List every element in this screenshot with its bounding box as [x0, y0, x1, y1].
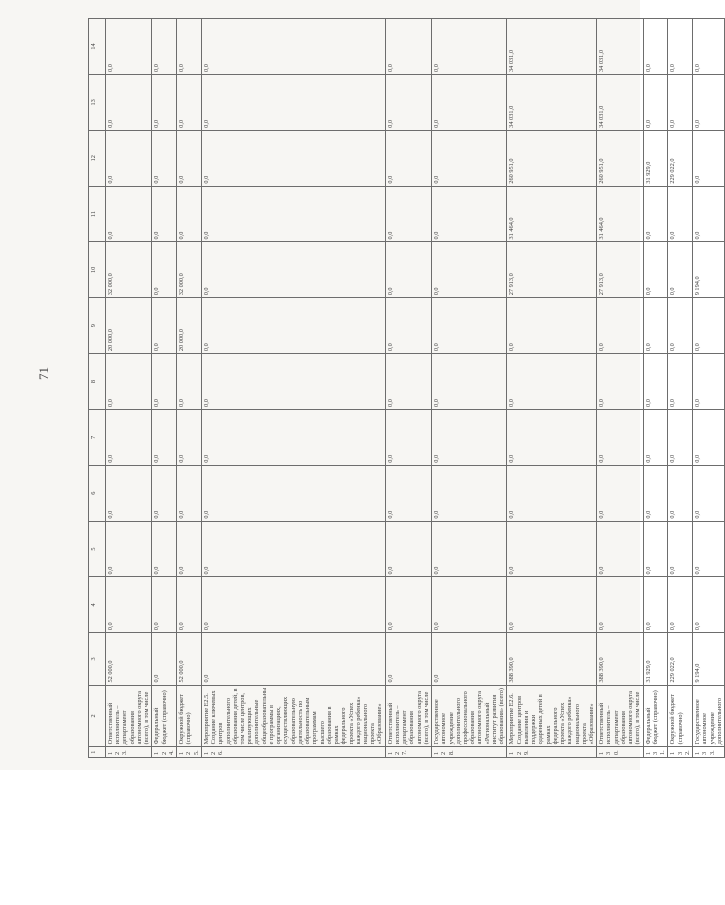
value-cell: 0,0 [201, 186, 385, 242]
value-cell: 0,0 [432, 130, 507, 186]
page-number: 71 [36, 367, 51, 380]
value-cell: 0,0 [385, 186, 431, 242]
value-cell: 0,0 [201, 74, 385, 130]
value-cell: 0,0 [643, 186, 668, 242]
value-cell: 0,0 [643, 409, 668, 465]
value-cell: 0,0 [693, 130, 725, 186]
value-cell: 9 194,0 [693, 242, 725, 298]
value-cell: 0,0 [201, 465, 385, 521]
column-number: 6 [89, 465, 106, 521]
value-cell: 0,0 [693, 19, 725, 75]
row-name: Ответственный исполнитель – департамент образования автономного округа (всего), в том числе [106, 685, 152, 747]
value-cell: 0,0 [385, 74, 431, 130]
column-number: 8 [89, 354, 106, 410]
value-cell: 0,0 [693, 521, 725, 577]
row-number: 133. [693, 747, 725, 758]
row-name: Мероприятие Е2.5. Создание ключевых центров дополнительного образования детей, в том числе центров, реализующих дополнительные общеобразовательные программы в организациях, осуществляющих образовательную деятельность по образовательным программам высшего образования в рамках федерального проекта «Успех каждого ребенка» национального проекта «Образование» [201, 685, 385, 747]
value-cell: 0,0 [106, 577, 152, 633]
column-number: 10 [89, 242, 106, 298]
row-number: 128. [432, 747, 507, 758]
value-cell: 0,0 [106, 409, 152, 465]
value-cell: 34 031,0 [597, 74, 643, 130]
value-cell: 0,0 [668, 186, 693, 242]
value-cell: 0,0 [597, 465, 643, 521]
table-row [507, 19, 597, 758]
column-number: 4 [89, 577, 106, 633]
value-cell: 0,0 [152, 354, 177, 410]
value-cell: 0,0 [106, 19, 152, 75]
value-cell: 0,0 [597, 354, 643, 410]
row-name: Окружной бюджет (справочно) [177, 685, 202, 747]
value-cell: 0,0 [432, 633, 507, 685]
row-name: Ответственный исполнитель – департамент образования автономного округа (всего), в том числе [385, 685, 431, 747]
value-cell: 0,0 [432, 19, 507, 75]
value-cell: 0,0 [201, 577, 385, 633]
value-cell: 0,0 [693, 298, 725, 354]
value-cell: 0,0 [385, 409, 431, 465]
value-cell: 0,0 [385, 577, 431, 633]
row-number: 130. [597, 747, 643, 758]
row-name: Государственное автономное учреждение дополнительного профессионального образования автономного округа «Региональный институт развития образования» (всего) [432, 685, 507, 747]
value-cell: 0,0 [693, 577, 725, 633]
column-number: 2 [89, 685, 106, 747]
value-cell: 52 000,0 [106, 633, 152, 685]
value-cell: 0,0 [668, 242, 693, 298]
column-number: 3 [89, 633, 106, 685]
value-cell: 0,0 [693, 186, 725, 242]
value-cell: 0,0 [152, 74, 177, 130]
value-cell: 20 000,0 [177, 298, 202, 354]
value-cell: 32 000,0 [106, 242, 152, 298]
column-number: 5 [89, 521, 106, 577]
value-cell: 0,0 [385, 298, 431, 354]
table-row [668, 19, 693, 758]
value-cell: 0,0 [177, 74, 202, 130]
value-cell: 0,0 [177, 577, 202, 633]
value-cell: 31 464,0 [507, 186, 597, 242]
row-number: 124. [152, 747, 177, 758]
value-cell: 0,0 [385, 19, 431, 75]
value-cell: 0,0 [643, 354, 668, 410]
table-row [152, 19, 177, 758]
value-cell: 0,0 [106, 465, 152, 521]
value-cell: 388 390,0 [597, 633, 643, 685]
table-row [177, 19, 202, 758]
column-number-row [89, 19, 106, 758]
value-cell: 20 000,0 [106, 298, 152, 354]
value-cell: 0,0 [507, 298, 597, 354]
value-cell: 0,0 [643, 19, 668, 75]
value-cell: 0,0 [643, 577, 668, 633]
value-cell: 0,0 [152, 19, 177, 75]
value-cell: 0,0 [432, 521, 507, 577]
value-cell: 0,0 [106, 186, 152, 242]
table-row [385, 19, 431, 758]
value-cell: 0,0 [668, 521, 693, 577]
value-cell: 0,0 [668, 354, 693, 410]
value-cell: 0,0 [385, 130, 431, 186]
value-cell: 0,0 [152, 465, 177, 521]
value-cell: 0,0 [152, 242, 177, 298]
value-cell: 0,0 [507, 354, 597, 410]
value-cell: 0,0 [507, 577, 597, 633]
value-cell: 0,0 [693, 409, 725, 465]
column-number: 1 [89, 747, 106, 758]
value-cell: 0,0 [385, 354, 431, 410]
value-cell: 0,0 [693, 74, 725, 130]
value-cell: 0,0 [693, 465, 725, 521]
row-number: 131. [643, 747, 668, 758]
rotated-table-wrapper [88, 18, 723, 758]
value-cell: 0,0 [177, 354, 202, 410]
value-cell: 0,0 [177, 465, 202, 521]
value-cell: 31 929,0 [643, 633, 668, 685]
value-cell: 0,0 [643, 242, 668, 298]
row-number: 125. [177, 747, 202, 758]
value-cell: 0,0 [106, 354, 152, 410]
value-cell: 0,0 [106, 130, 152, 186]
value-cell: 0,0 [668, 298, 693, 354]
value-cell: 0,0 [597, 409, 643, 465]
row-name: Окружной бюджет (справочно) [668, 685, 693, 747]
value-cell: 0,0 [668, 74, 693, 130]
value-cell: 0,0 [201, 633, 385, 685]
value-cell: 0,0 [201, 19, 385, 75]
table-row [432, 19, 507, 758]
value-cell: 0,0 [106, 74, 152, 130]
value-cell: 0,0 [152, 298, 177, 354]
value-cell: 229 022,0 [668, 130, 693, 186]
value-cell: 229 022,0 [668, 633, 693, 685]
table-body [89, 19, 725, 758]
row-number: 126. [201, 747, 385, 758]
value-cell: 0,0 [177, 130, 202, 186]
value-cell: 0,0 [201, 298, 385, 354]
value-cell: 0,0 [643, 465, 668, 521]
value-cell: 0,0 [432, 74, 507, 130]
value-cell: 0,0 [152, 186, 177, 242]
value-cell: 0,0 [668, 409, 693, 465]
value-cell: 0,0 [385, 633, 431, 685]
value-cell: 0,0 [597, 298, 643, 354]
value-cell: 0,0 [201, 130, 385, 186]
value-cell: 0,0 [152, 409, 177, 465]
value-cell: 34 031,0 [507, 74, 597, 130]
row-name: Ответственный исполнитель – департамент образования автономного округа (всего), в том числе [597, 685, 643, 747]
value-cell: 34 031,0 [597, 19, 643, 75]
row-number: 127. [385, 747, 431, 758]
value-cell: 27 913,0 [597, 242, 643, 298]
value-cell: 31 464,0 [597, 186, 643, 242]
value-cell: 260 951,0 [597, 130, 643, 186]
value-cell: 0,0 [432, 242, 507, 298]
value-cell: 31 929,0 [643, 130, 668, 186]
value-cell: 0,0 [507, 409, 597, 465]
table-row [201, 19, 385, 758]
table-row [106, 19, 152, 758]
value-cell: 0,0 [432, 577, 507, 633]
table-row [643, 19, 668, 758]
row-name: Мероприятие Е2.6. Создание центров выявления и поддержки одаренных детей в рамках федерального проекта «Успех каждого ребенка» национального проекта «Образование» [507, 685, 597, 747]
value-cell: 388 390,0 [507, 633, 597, 685]
value-cell: 0,0 [432, 186, 507, 242]
value-cell: 0,0 [643, 74, 668, 130]
value-cell: 9 194,0 [693, 633, 725, 685]
value-cell: 0,0 [385, 465, 431, 521]
value-cell: 0,0 [385, 521, 431, 577]
column-number: 12 [89, 130, 106, 186]
row-name: Государственное автономное учреждение дополнительного [693, 685, 725, 747]
row-name: Федеральный бюджет (справочно) [152, 685, 177, 747]
value-cell: 0,0 [432, 354, 507, 410]
value-cell: 0,0 [177, 521, 202, 577]
value-cell: 0,0 [177, 186, 202, 242]
value-cell: 0,0 [597, 577, 643, 633]
value-cell: 0,0 [152, 130, 177, 186]
value-cell: 0,0 [106, 521, 152, 577]
value-cell: 0,0 [432, 465, 507, 521]
value-cell: 0,0 [201, 354, 385, 410]
column-number: 9 [89, 298, 106, 354]
budget-table [88, 18, 725, 758]
value-cell: 0,0 [201, 242, 385, 298]
value-cell: 0,0 [668, 465, 693, 521]
value-cell: 0,0 [152, 577, 177, 633]
value-cell: 0,0 [507, 521, 597, 577]
value-cell: 0,0 [385, 242, 431, 298]
row-number: 129. [507, 747, 597, 758]
value-cell: 0,0 [177, 19, 202, 75]
row-number: 132. [668, 747, 693, 758]
value-cell: 0,0 [432, 409, 507, 465]
value-cell: 0,0 [432, 298, 507, 354]
row-name: Федеральный бюджет (справочно) [643, 685, 668, 747]
value-cell: 0,0 [693, 354, 725, 410]
value-cell: 0,0 [668, 19, 693, 75]
value-cell: 0,0 [201, 409, 385, 465]
value-cell: 34 031,0 [507, 19, 597, 75]
row-number: 123. [106, 747, 152, 758]
column-number: 14 [89, 19, 106, 75]
value-cell: 0,0 [507, 465, 597, 521]
column-number: 7 [89, 409, 106, 465]
value-cell: 0,0 [597, 521, 643, 577]
column-number: 11 [89, 186, 106, 242]
value-cell: 0,0 [643, 298, 668, 354]
value-cell: 0,0 [177, 409, 202, 465]
value-cell: 0,0 [201, 521, 385, 577]
table-row [693, 19, 725, 758]
column-number: 13 [89, 74, 106, 130]
value-cell: 0,0 [643, 521, 668, 577]
value-cell: 0,0 [668, 577, 693, 633]
value-cell: 27 913,0 [507, 242, 597, 298]
value-cell: 260 951,0 [507, 130, 597, 186]
value-cell: 52 000,0 [177, 633, 202, 685]
table-row [597, 19, 643, 758]
value-cell: 0,0 [152, 521, 177, 577]
value-cell: 32 000,0 [177, 242, 202, 298]
value-cell: 0,0 [152, 633, 177, 685]
